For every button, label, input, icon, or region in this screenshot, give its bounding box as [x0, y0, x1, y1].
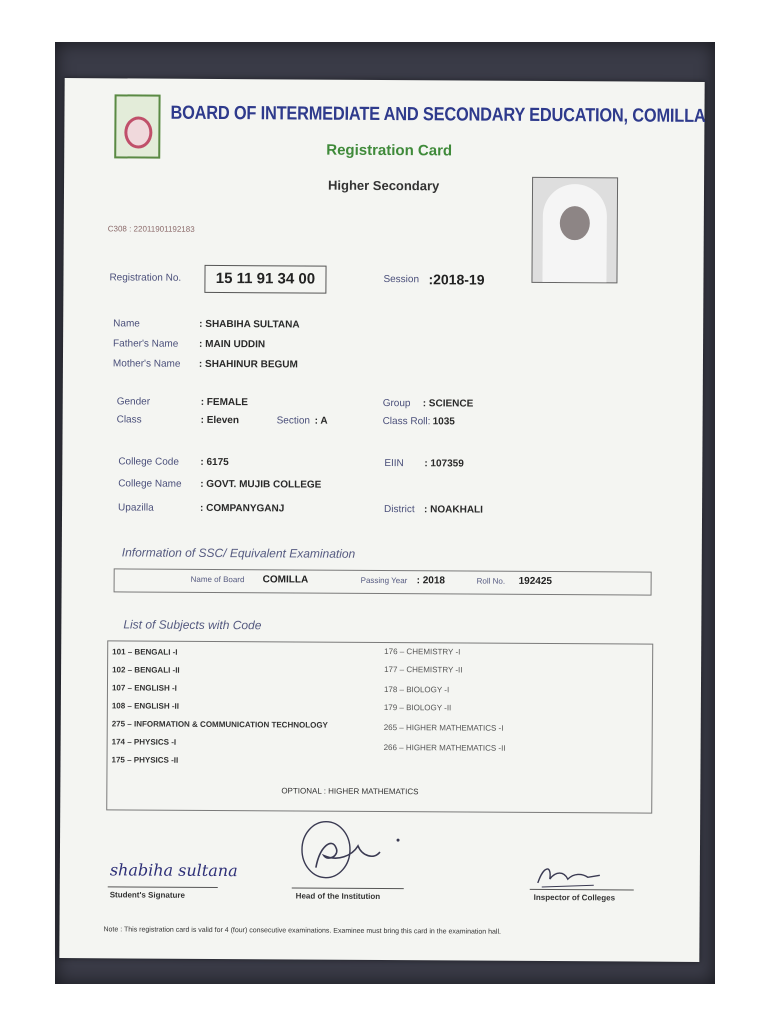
gender-value: : FEMALE — [200, 396, 248, 409]
name-label: Name — [113, 318, 140, 330]
subject-item: 107 – ENGLISH -I — [111, 683, 177, 693]
registration-card — [59, 78, 704, 962]
college-code-value: : 6175 — [200, 456, 229, 469]
subject-item: 175 – PHYSICS -II — [111, 755, 179, 765]
subject-item: 265 – HIGHER MATHEMATICS -I — [383, 723, 504, 733]
upazila-value: : COMPANYGANJ — [200, 502, 285, 515]
subject-item: 266 – HIGHER MATHEMATICS -II — [383, 743, 506, 753]
ssc-board-label: Name of Board — [190, 574, 245, 585]
ssc-roll-label: Roll No. — [476, 576, 506, 586]
roll-value: 1035 — [432, 416, 455, 428]
subject-item: 177 – CHEMISTRY -II — [384, 665, 463, 675]
inspector-signature-graphic — [534, 861, 604, 891]
ssc-roll-value: 192425 — [518, 575, 553, 588]
college-code-label: College Code — [118, 456, 179, 468]
father-value: : MAIN UDDIN — [199, 338, 266, 351]
section-label: Section — [276, 415, 310, 427]
district-value: : NOAKHALI — [424, 504, 483, 516]
ssc-box — [114, 568, 652, 595]
district-label: District — [384, 504, 415, 516]
college-name-value: : GOVT. MUJIB COLLEGE — [200, 478, 322, 491]
card-title: Registration Card — [326, 141, 453, 160]
student-sig-label: Student's Signature — [109, 890, 185, 900]
student-photo — [531, 177, 618, 284]
head-signature-graphic — [298, 815, 408, 886]
college-name-label: College Name — [118, 478, 182, 490]
subjects-box — [106, 640, 653, 813]
class-value: : Eleven — [200, 414, 239, 427]
subject-item: 174 – PHYSICS -I — [111, 737, 177, 747]
subjects-heading: List of Subjects with Code — [123, 617, 262, 633]
ssc-heading: Information of SSC/ Equivalent Examination — [121, 545, 356, 561]
subject-item: 176 – CHEMISTRY -I — [384, 647, 461, 657]
card-id: C308 : 22011901192183 — [107, 224, 195, 234]
eiin-value: : 107359 — [424, 458, 464, 470]
ssc-year-label: Passing Year — [360, 575, 408, 586]
subject-item: 179 – BIOLOGY -II — [383, 703, 452, 713]
reg-number: 15 11 91 34 00 — [204, 265, 326, 294]
roll-label: Class Roll: — [382, 416, 431, 428]
level-title: Higher Secondary — [327, 177, 440, 194]
upazila-label: Upazilla — [118, 502, 154, 514]
ssc-year-value: : 2018 — [416, 575, 446, 587]
inspector-sig-label: Inspector of Colleges — [533, 892, 616, 903]
eiin-label: EIIN — [384, 458, 404, 470]
section-value: : A — [314, 415, 328, 427]
subject-item: 178 – BIOLOGY -I — [383, 685, 450, 695]
optional-subject: OPTIONAL : HIGHER MATHEMATICS — [281, 786, 419, 797]
subject-item: 102 – BENGALI -II — [112, 665, 180, 675]
head-sig-line — [292, 887, 404, 889]
father-label: Father's Name — [113, 338, 179, 350]
subject-item: 275 – INFORMATION & COMMUNICATION TECHNOLOGY — [111, 719, 328, 730]
name-value: : SHABIHA SULTANA — [199, 318, 300, 331]
reg-label: Registration No. — [109, 272, 182, 284]
student-signature: shabiha sultana — [109, 860, 238, 881]
ssc-board-value: COMILLA — [262, 574, 309, 586]
board-logo — [114, 94, 160, 158]
subject-item: 101 – BENGALI -I — [112, 647, 178, 657]
class-label: Class — [116, 414, 142, 426]
board-title: BOARD OF INTERMEDIATE AND SECONDARY EDUCATION, COMILLA — [170, 102, 706, 127]
subject-item: 108 – ENGLISH -II — [111, 701, 180, 711]
session-label: Session — [383, 274, 420, 286]
group-label: Group — [382, 398, 411, 410]
student-sig-line — [108, 886, 218, 888]
head-sig-label: Head of the Institution — [295, 891, 381, 901]
session-value: :2018-19 — [428, 271, 485, 288]
group-value: : SCIENCE — [422, 398, 474, 410]
mother-label: Mother's Name — [112, 358, 181, 370]
mother-value: : SHAHINUR BEGUM — [198, 358, 298, 371]
validity-note: Note : This registration card is valid for 4 (four) consecutive examinations. Examinee must bring this card in the examination hall. — [103, 926, 502, 936]
gender-label: Gender — [116, 396, 151, 408]
